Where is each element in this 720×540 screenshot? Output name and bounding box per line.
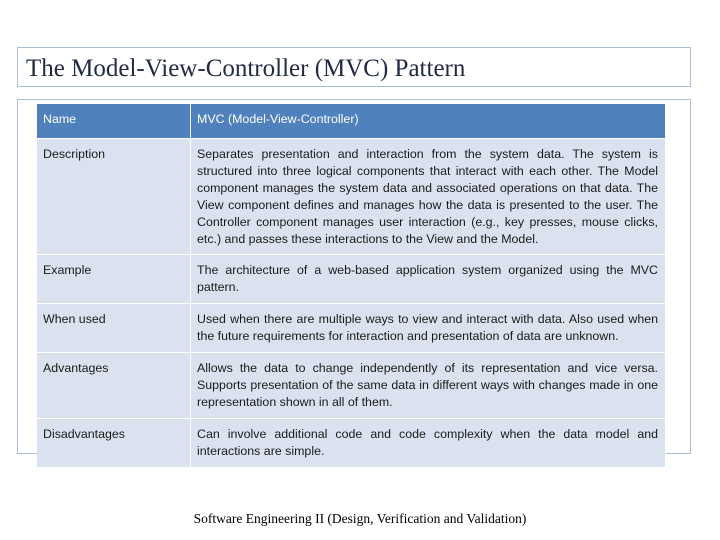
row-label: Description xyxy=(37,139,191,255)
row-label: Example xyxy=(37,255,191,304)
row-value: Separates presentation and interaction from the system data. The system is structured into three logical components that interact with each other. The Model component manages the system data and associated operations on that data. The View component defines and manages how the data is presented to the user. The Controller component manages user interaction (e.g., key presses, mouse clicks, etc.) and passes these interactions to the View and the Model. xyxy=(191,139,666,255)
table-header-row xyxy=(37,104,666,139)
mvc-pattern-table xyxy=(37,104,666,468)
row-value: The architecture of a web-based application system organized using the MVC pattern. xyxy=(191,255,666,304)
table-row-example xyxy=(37,255,666,304)
row-value: Can involve additional code and code complexity when the data model and interactions are simple. xyxy=(191,419,666,468)
slide-footer: Software Engineering II (Design, Verification and Validation) xyxy=(193,511,527,526)
table-row-when-used xyxy=(37,304,666,353)
row-label: Advantages xyxy=(37,353,191,419)
table-row-description xyxy=(37,139,666,255)
title-box xyxy=(17,47,691,87)
table-row-advantages xyxy=(37,353,666,419)
row-value: Allows the data to change independently of its representation and vice versa. Supports presentation of the same data in different ways with changes made in one representation shown in all of them. xyxy=(191,353,666,419)
row-value: Used when there are multiple ways to view and interact with data. Also used when the future requirements for interaction and presentation of data are unknown. xyxy=(191,304,666,353)
table-row-disadvantages xyxy=(37,419,666,468)
row-label: When used xyxy=(37,304,191,353)
header-value-cell: MVC (Model-View-Controller) xyxy=(191,104,666,139)
row-label: Disadvantages xyxy=(37,419,191,468)
slide-title: The Model-View-Controller (MVC) Pattern xyxy=(26,55,466,82)
header-label-cell: Name xyxy=(37,104,191,139)
